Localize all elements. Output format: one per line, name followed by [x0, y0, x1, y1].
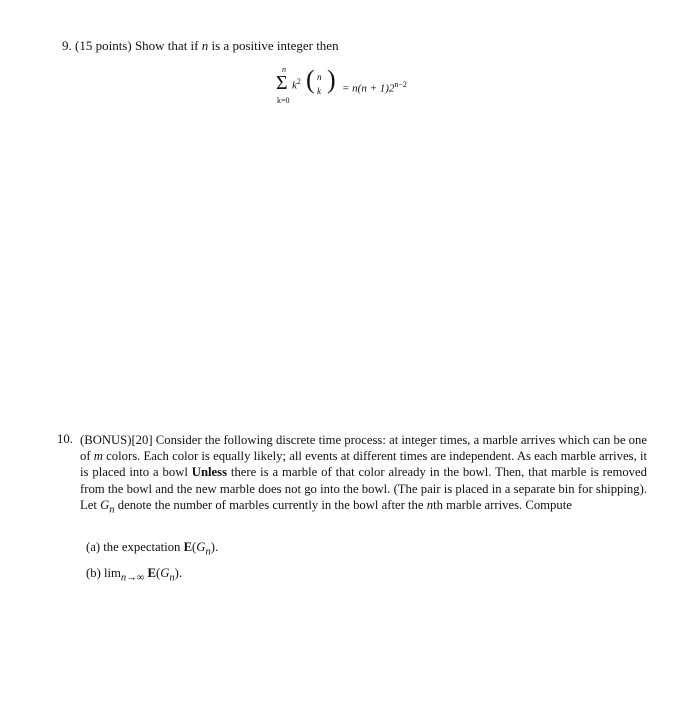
problem-10-body: (BONUS)[20] Consider the following discrete time process: at integer times, a marble arrives which can be one of m colors. Each color is equally likely; all events at different times are independent. As each marble arrives, it is placed into a bowl Unless there is a marble of that color already in the bowl. Then, that marble is removed from the bowl and the new marble does not go into the bowl. (The pair is placed in a separate bin for shipping). Let $G_n$ denote the number of marbles currently in the bowl after the nth marble arrives. Compute — [80, 433, 647, 516]
problem-10-parts — [86, 540, 218, 591]
sum-term: $k^2$ — [292, 77, 301, 92]
problem-9-number: 9. — [62, 38, 72, 53]
binom-open-paren: ( — [306, 65, 315, 94]
part-b: (b) $\lim_{n\to\infty} E(G_n)$. — [86, 565, 183, 584]
sum-sign: Σ — [276, 72, 288, 94]
binom-top: n — [317, 72, 322, 82]
problem-9 — [62, 38, 339, 54]
sum-upper-limit: n — [282, 65, 286, 74]
part-a: (a) the expectation $E(G_n)$. — [86, 540, 219, 558]
sum-lower-limit: k=0 — [277, 96, 290, 105]
problem-10-number: 10. — [57, 432, 73, 446]
binom-close-paren: ) — [327, 65, 336, 94]
problem-9-lead: (15 points) Show that if n is a positive integer then — [75, 38, 339, 53]
equation-rhs: = $n(n + 1)2^{n-2}$ — [342, 80, 407, 95]
identity-equation — [276, 63, 476, 111]
binom-bottom: k — [317, 86, 321, 96]
